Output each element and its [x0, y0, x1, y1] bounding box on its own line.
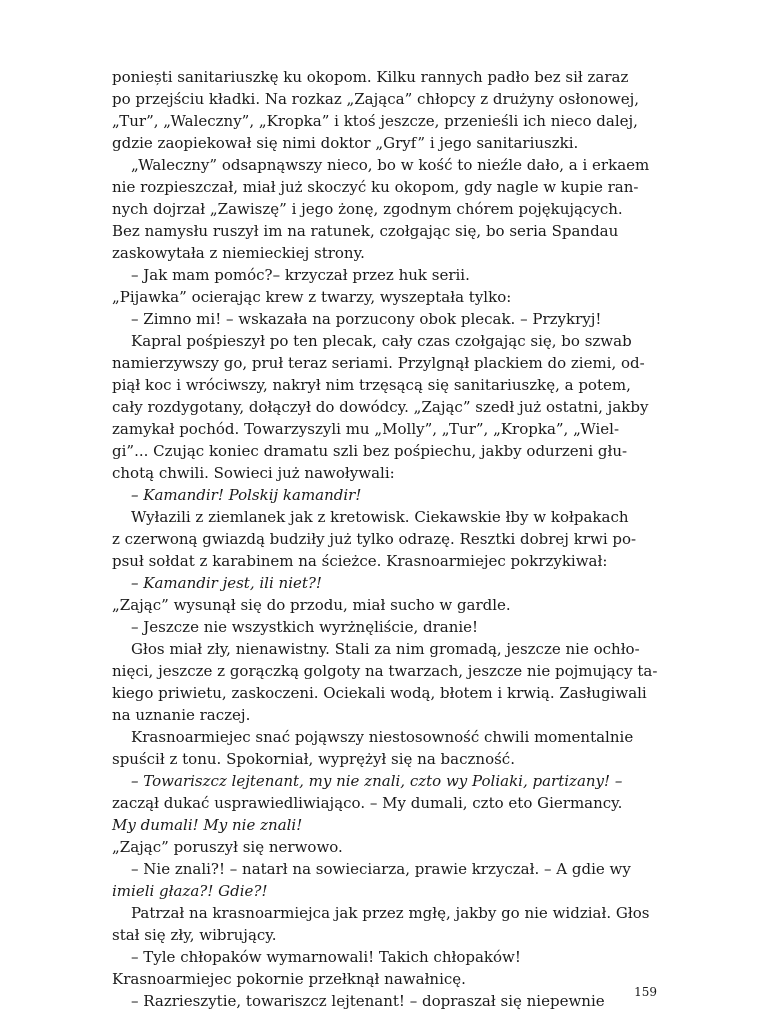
text-line: gdzie zaopiekował się nimi doktor „Gryf” i jego sanitariuszki.	[112, 134, 579, 152]
text-line: spuścił z tonu. Spokorniał, wyprężył się na baczność.	[112, 750, 515, 768]
body-text	[112, 66, 657, 1012]
text-line: – Kamandir jest, ili niet?!	[131, 574, 322, 592]
text-line: nych dojrzał „Zawiszę” i jego żonę, zgodnym chórem pojękujących.	[112, 200, 623, 218]
text-line: „Zając” wysunął się do przodu, miał sucho w gardle.	[112, 596, 511, 614]
text-line: Bez namysłu ruszył im na ratunek, czołgając się, bo seria Spandau	[112, 222, 619, 240]
text-line: nięci, jeszcze z gorączką golgoty na twarzach, jeszcze nie pojmujący ta-	[112, 662, 658, 680]
text-line: My dumali! My nie znali!	[112, 816, 303, 834]
text-line: „Pijawka” ocierając krew z twarzy, wyszeptała tylko:	[112, 288, 512, 306]
text-line: namierzywszy go, pruł teraz seriami. Przylgnął plackiem do ziemi, od-	[112, 354, 645, 372]
text-line: Patrzał na krasnoarmiejca jak przez mgłę, jakby go nie widział. Głos	[131, 904, 650, 922]
text-line: po przejściu kładki. Na rozkaz „Zająca” chłopcy z drużyny osłonowej,	[112, 90, 640, 108]
text-line: gi”... Czując koniec dramatu szli bez pośpiechu, jakby odurzeni głu-	[112, 442, 628, 460]
text-line: – Jak mam pomóc?– krzyczał przez huk serii.	[131, 266, 470, 284]
text-line: – Jeszcze nie wszystkich wyrżnęliście, dranie!	[131, 618, 479, 636]
text-line: imieli głaza?! Gdie?!	[112, 882, 268, 900]
text-line: – Razrieszytie, towariszcz lejtenant! – dopraszał się niepewnie	[131, 992, 605, 1010]
text-line: Głos miał zły, nienawistny. Stali za nim gromadą, jeszcze nie ochło-	[131, 640, 640, 658]
text-line: nie rozpieszczał, miał już skoczyć ku okopom, gdy nagle w kupie ran-	[112, 178, 639, 196]
text-line: – Towariszcz lejtenant, my nie znali, czto wy Poliaki, partizany! –	[131, 772, 623, 790]
text-line: – Nie znali?! – natarł na sowieciarza, prawie krzyczał. – A gdie wy	[131, 860, 631, 878]
text-line: psuł sołdat z karabinem na ścieżce. Krasnoarmiejec pokrzykiwał:	[112, 552, 608, 570]
text-line: Krasnoarmiejec snać pojąwszy niestosowność chwili momentalnie	[131, 728, 634, 746]
text-line: Kapral pośpieszył po ten plecak, cały czas czołgając się, bo szwab	[131, 332, 632, 350]
text-line: „Tur”, „Waleczny”, „Kropka” i ktoś jeszcze, przenieśli ich nieco dalej,	[112, 112, 638, 130]
text-line: – Kamandir! Polskij kamandir!	[131, 486, 362, 504]
text-line: zaczął dukać usprawiedliwiająco. – My dumali, czto eto Giermancy.	[112, 794, 623, 812]
text-line: stał się zły, wibrujący.	[112, 926, 277, 944]
text-line: Wyłazili z ziemlanek jak z kretowisk. Ciekawskie łby w kołpakach	[131, 508, 629, 526]
text-line: kiego priwietu, zaskoczeni. Ociekali wodą, błotem i krwią. Zasługiwali	[112, 684, 647, 702]
text-line: Krasnoarmiejec pokornie przełknął nawałnicę.	[112, 970, 466, 988]
text-line: poniești sanitariuszkę ku okopom. Kilku rannych padło bez sił zaraz	[112, 68, 629, 86]
text-line: na uznanie raczej.	[112, 706, 251, 724]
text-line: zaskowytała z niemieckiej strony.	[112, 244, 365, 262]
text-line: „Waleczny” odsapnąwszy nieco, bo w kość to nieźle dało, a i erkaem	[131, 156, 650, 174]
text-line: – Tyle chłopaków wymarnowali! Takich chłopaków!	[131, 948, 521, 966]
text-line: z czerwoną gwiazdą budziły już tylko odrazę. Resztki dobrej krwi po-	[112, 530, 637, 548]
text-line: piął koc i wróciwszy, nakrył nim trzęsącą się sanitariuszkę, a potem,	[112, 376, 631, 394]
text-line: cały rozdygotany, dołączył do dowódcy. „Zając” szedł już ostatni, jakby	[112, 398, 649, 416]
text-line: „Zając” poruszył się nerwowo.	[112, 838, 343, 856]
text-line: chotą chwili. Sowieci już nawoływali:	[112, 464, 395, 482]
page-number: 159	[634, 985, 657, 999]
text-line: zamykał pochód. Towarzyszyli mu „Molly”, „Tur”, „Kropka”, „Wiel-	[112, 420, 620, 438]
text-line: – Zimno mi! – wskazała na porzucony obok plecak. – Przykryj!	[131, 310, 602, 328]
